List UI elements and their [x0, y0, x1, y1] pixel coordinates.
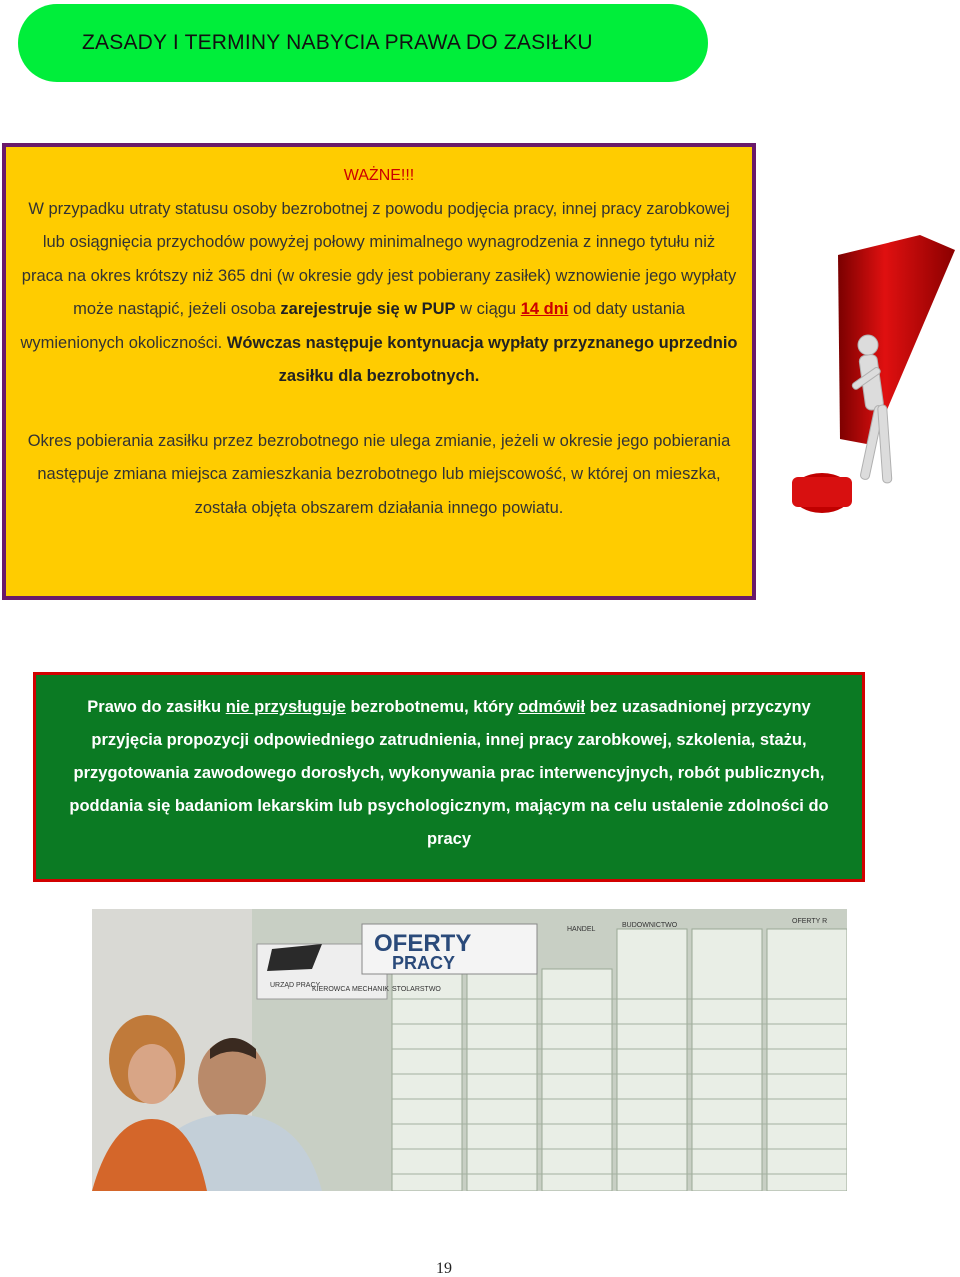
- page-title: ZASADY I TERMINY NABYCIA PRAWA DO ZASIŁKU: [82, 31, 593, 54]
- title-banner: [18, 4, 708, 82]
- exclamation-mark-illustration: [780, 225, 960, 565]
- column-label: KIEROWCA: [312, 986, 351, 993]
- column-label: MECHANIK: [352, 986, 389, 993]
- rule-text-e: bez uzasadnionej przyczyny przyjęcia propozycji odpowiedniego zatrudnienia, innej pracy zarobkowej, szkolenia, stażu, przygotowania zawodowego dorosłych, wykonywania prac interwencyjnych, robót publicznych, poddania się badaniom lekarskim lub psychologicznym, mającym na celu ustalenie zdolności do pracy: [69, 698, 829, 848]
- notice-text-a: W przypadku utraty statusu osoby bezrobotnej z powodu podjęcia pracy, innej pracy zarobkowej lub osiągnięcia przychodów powyżej połowy minimalnego wynagrodzenia z innego tytułu niż praca na okres krótszy niż 365 dni (w okresie gdy jest pobierany zasiłek) wznowienie jego wypłaty może nastąpić, jeżeli osoba: [21, 199, 737, 318]
- rule-text-refused: odmówił: [518, 698, 586, 716]
- job-offers-scene: [92, 909, 847, 1191]
- logo-text: URZĄD PRACY: [270, 982, 321, 989]
- rule-box: [33, 672, 865, 882]
- exclamation-bar: [838, 235, 955, 445]
- rule-text-a: Prawo do zasiłku: [87, 698, 222, 716]
- job-offers-photo: [92, 909, 847, 1191]
- rule-text-c: bezrobotnemu, który: [350, 698, 514, 716]
- rule-text-not-entitled: nie przysługuje: [225, 698, 346, 716]
- sign-line-2: PRACY: [392, 953, 456, 973]
- notice-paragraph-2: Okres pobierania zasiłku przez bezrobotnego nie ulega zmianie, jeżeli w okresie jego pobierania następuje zmiana miejsca zamieszkania bezrobotnego lub miejscowość, w której on mieszka, została objęta obszarem działania innego powiatu.: [27, 431, 731, 517]
- sign-line-1: OFERTY: [374, 930, 472, 957]
- job-board: [252, 909, 847, 1191]
- column-label: HANDEL: [567, 926, 596, 933]
- notice-text-continuation: Wówczas następuje kontynuacja wypłaty przyznanego uprzednio zasiłku dla bezrobotnych.: [226, 333, 738, 385]
- notice-text-register: zarejestruje się w PUP: [280, 300, 456, 318]
- column-label: OFERTY R: [792, 918, 828, 925]
- notice-deadline: 14 dni: [520, 300, 569, 318]
- notice-text-within: w ciągu: [460, 300, 517, 318]
- column-label: BUDOWNICTWO: [622, 922, 678, 929]
- warning-label: WAŻNE!!!: [343, 167, 415, 184]
- notice-box: [2, 143, 756, 600]
- page-number: 19: [436, 1260, 452, 1277]
- column-label: STOLARSTWO: [392, 986, 441, 993]
- notice-paragraph-1: [20, 193, 738, 394]
- notice-text-e: od daty ustania wymienionych okoliczności.: [20, 300, 685, 352]
